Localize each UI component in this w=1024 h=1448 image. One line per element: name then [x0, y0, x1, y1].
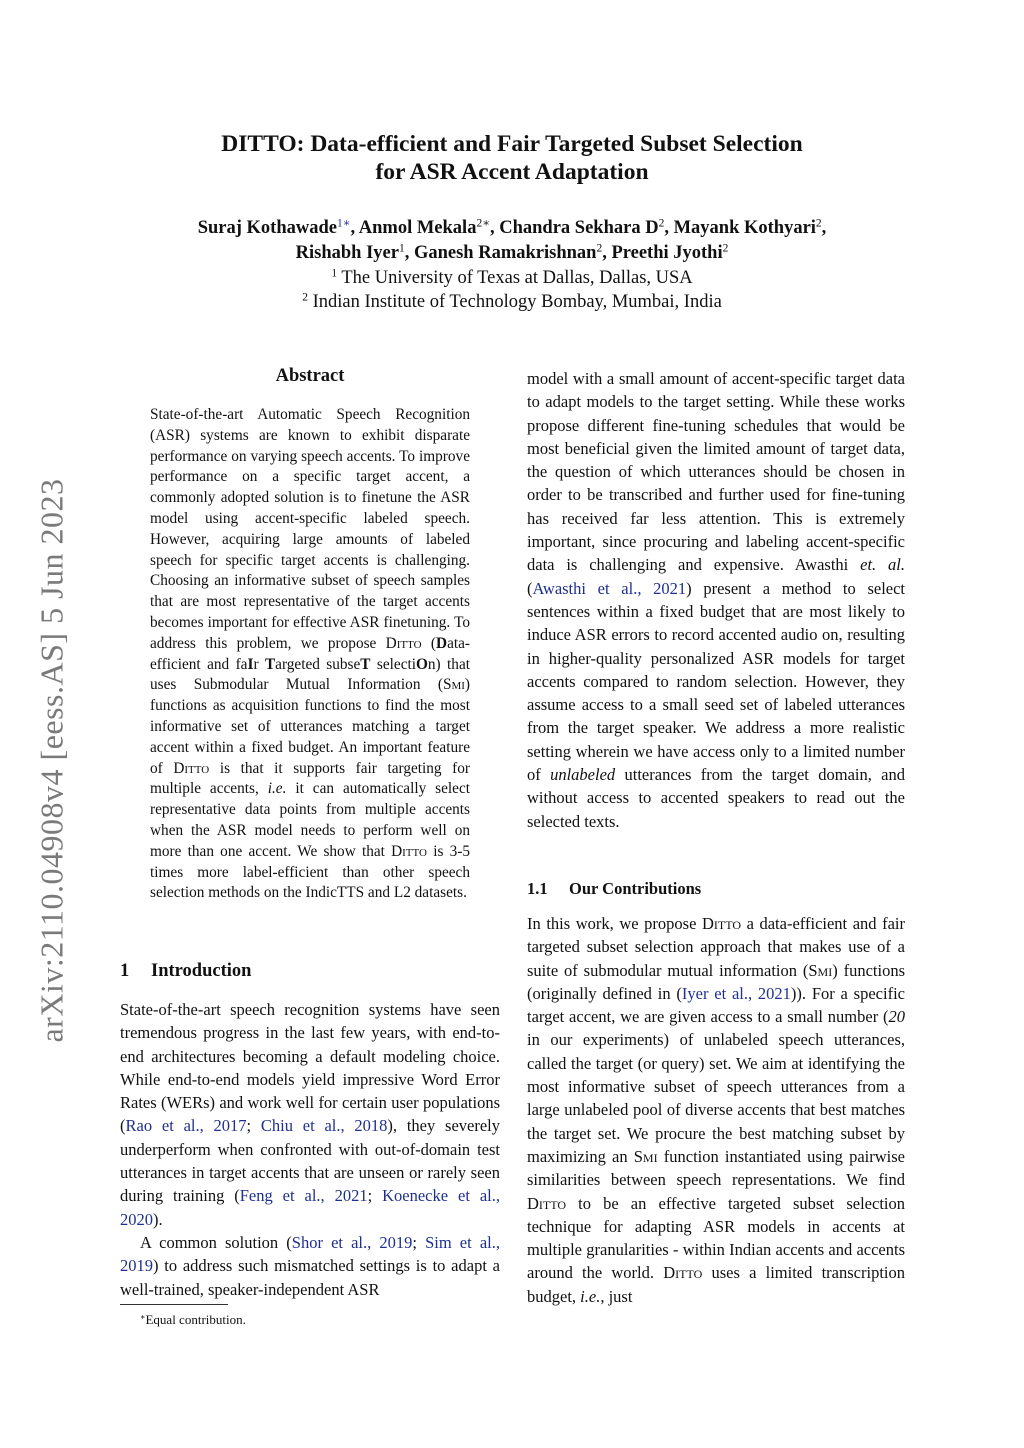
paragraph: State-of-the-art speech recognition systems have seen tremendous progress in the last few years, with end-to-end architectures becoming a default modeling choice. While end-to-end models yield impressive Word Error Rates (WERs) and work well for certain user populations (Rao et al., 2017; Chiu et al., 2018), they severely underperform when confronted with out-of-domain test utterances in target accents that are unseen or rarely seen during training (Feng et al., 2021; Koenecke et al., 2020). — [120, 1000, 500, 1229]
citation-link[interactable]: Shor et al., 2019 — [291, 1232, 413, 1252]
author-affil-mark: 1 — [398, 242, 405, 255]
right-column-body — [527, 367, 905, 833]
citation-link[interactable]: Iyer et al., 2021 — [681, 983, 791, 1003]
arxiv-identifier: arXiv:2110.04908v4 [eess.AS] 5 Jun 2023 — [33, 477, 70, 1043]
footnote: ∗Equal contribution. — [140, 1312, 246, 1327]
author-line-2: Rishabh Iyer$^1$, Ganesh Ramakrishnan$^2$, Preethi Jyothi$^2$ — [295, 242, 729, 263]
citation-link[interactable]: Rao et al., 2017 — [125, 1116, 247, 1136]
equal-contrib-mark: ∗ — [342, 217, 351, 230]
author-affil-mark: 1 — [337, 217, 343, 230]
subsection-heading-contributions: 1.1 Our Contributions — [527, 879, 702, 898]
author-name: Rishabh Iyer — [295, 243, 399, 263]
citation-link[interactable]: Sim et al., 2019 — [120, 1232, 500, 1276]
author-affil-mark: 2 — [596, 242, 603, 255]
method-name: Ditto — [701, 914, 742, 933]
author-list — [120, 216, 904, 266]
citation-link[interactable]: Awasthi et al., 2021 — [532, 578, 687, 598]
title-line-2: for ASR Accent Adaptation — [375, 159, 649, 185]
paragraph: In this work, we propose Ditto a data-efficient and fair targeted subset selection approach that makes use of a suite of submodular mutual information (Smi) functions (originally defined in (Iyer et al., 2021)). For a specific target accent, we are given access to a small number (20 in our experiments) of unlabeled speech utterances, called the target (or query) set. We aim at identifying the most informative subset of speech utterances from a large unlabeled pool of diverse accents that best matches the target set. We procure the best matching subset by maximizing an Smi function instantiated using pairwise similarities between speech representations. We find Ditto to be an effective targeted subset selection technique for adapting ASR models in accents at multiple granularities - within Indian accents and accents around the world. Ditto uses a limited transcription budget, i.e., just — [527, 914, 905, 1306]
method-name: Ditto — [391, 842, 427, 860]
introduction-body — [120, 998, 500, 1301]
method-name: Ditto — [173, 759, 210, 777]
author-affil-mark: 2 — [722, 242, 729, 255]
author-name: Suraj Kothawade — [197, 218, 337, 238]
footnote-rule — [120, 1304, 228, 1305]
author-affil-mark: 2 — [658, 217, 665, 230]
contributions-body — [527, 912, 905, 1308]
author-name: Anmol Mekala — [358, 218, 477, 238]
paragraph: A common solution (Shor et al., 2019; Sim et al., 2019) to address such mismatched settings is to adapt a well-trained, speaker-independent ASR — [120, 1232, 500, 1299]
paragraph: model with a small amount of accent-specific target data to adapt models to the target setting. While these works propose different fine-tuning schedules that would be most beneficial given the limited amount of target data, the question of which utterances should be chosen in order to be transcribed and further used for fine-tuning has received far less attention. This is extremely important, since procuring and labeling accent-specific data is challenging and expensive. Awasthi et. al. (Awasthi et al., 2021) present a method to select sentences within a fixed budget that are most likely to induce ASR errors to record accented audio on, resulting in higher-quality personalized ASR models for target accents compared to random selection. However, they assume access to a small seed set of labeled utterances from the target speaker. We address a more realistic setting wherein we have access only to a limited number of unlabeled utterances from the target domain, and without access to accented speakers to read out the selected texts. — [527, 369, 906, 831]
paper-title — [120, 130, 904, 186]
citation-link[interactable]: Koenecke et al., 2020 — [120, 1186, 500, 1229]
section-heading-introduction: 1 Introduction — [120, 961, 252, 981]
author-name: Ganesh Ramakrishnan — [413, 243, 597, 263]
title-line-1: DITTO: Data-efficient and Fair Targeted Subset Selection — [221, 131, 803, 157]
abstract-heading: Abstract — [275, 366, 345, 386]
method-name: Ditto — [385, 634, 422, 652]
author-name: Chandra Sekhara D — [499, 218, 659, 238]
author-line-1: Suraj Kothawade$^{1∗}$, Anmol Mekala$^{2∗}$, Chandra Sekhara $D^2$, Mayank Kothyari$^2$, — [197, 217, 827, 238]
citation-link[interactable]: Feng et al., 2021 — [239, 1186, 368, 1206]
method-name: Ditto — [527, 1193, 567, 1213]
author-name: Mayank Kothyari — [673, 218, 816, 238]
citation-link[interactable]: Chiu et al., 2018 — [260, 1116, 388, 1136]
affiliation-2: $^2$ Indian Institute of Technology Bombay, Mumbai, India — [302, 291, 722, 312]
abstract-body: State-of-the-art Automatic Speech Recognition (ASR) systems are known to exhibit disparate performance on varying speech accents. To improve performance on a specific target accent, a commonly adopted solution is to finetune the ASR model using accent-specific labeled speech. However, acquiring large amounts of labeled speech for specific target accents is challenging. Choosing an informative subset of speech samples that are most representative of the target accents becomes important for effective ASR finetuning. To address this problem, we propose Ditto (Data-efficient and faIr Targeted subseT selectiOn) that uses Submodular Mutual Information (Smi) functions as acquisition functions to find the most informative set of utterances matching a target accent within a fixed budget. An important feature of Ditto is that it supports fair targeting for multiple accents, i.e. it can automatically select representative data points from multiple accents when the ASR model needs to perform well on more than one accent. We show that Ditto is 3-5 times more label-efficient than other speech selection methods on the IndicTTS and L2 datasets. — [150, 406, 470, 902]
author-affil-mark: 2 — [815, 217, 822, 230]
method-name: Ditto — [663, 1263, 703, 1283]
affiliation-1: $^1$ The University of Texas at Dallas, Dallas, USA — [331, 267, 693, 288]
author-affil-mark: 2∗ — [476, 217, 490, 230]
author-name: Preethi Jyothi — [611, 243, 723, 263]
